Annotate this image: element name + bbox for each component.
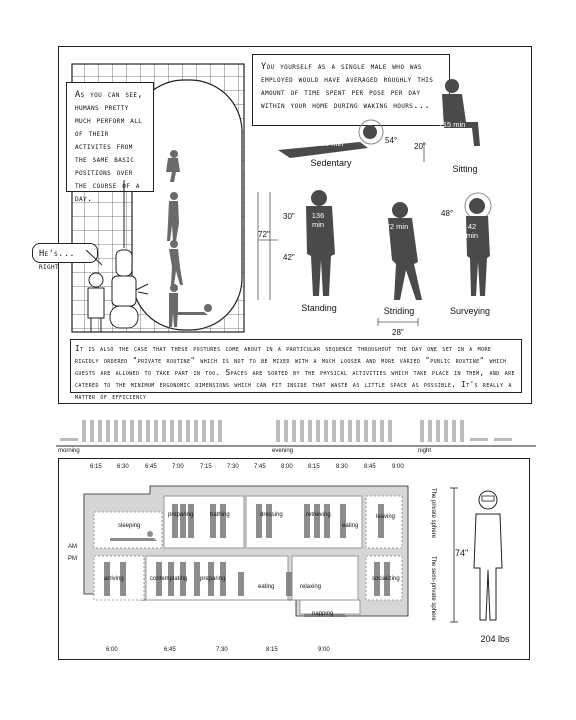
sitting-label: Sitting: [452, 164, 478, 174]
activity-preparing-pm: preparing: [200, 576, 226, 582]
pose-sequence-strip: [56, 408, 536, 448]
sedentary-angle: 54°: [385, 136, 398, 145]
speech-bubble-left: [66, 82, 154, 204]
standing-lower: 42": [283, 253, 295, 262]
surveying-angle: 48°: [441, 209, 454, 218]
surveying-figure: [465, 193, 491, 296]
activity-bathing: bathing: [210, 512, 230, 518]
striding-minutes: 72 min: [385, 222, 409, 231]
sitting-minutes: 215 min: [438, 120, 466, 129]
pose-figures: [250, 70, 520, 330]
am-label: AM: [68, 544, 77, 550]
caption-box: [70, 339, 522, 401]
time-top: 6:30: [117, 464, 129, 470]
person-height: 74": [455, 548, 469, 558]
sedentary-minutes: 208 min: [316, 139, 344, 148]
activity-socializing: socializing: [372, 576, 400, 582]
speech-bubble-top-text: You yourself as a single male who was employed would have averaged roughly this amount of time spent per pose per day within your home during waking hours...: [261, 62, 434, 111]
surveying-minutes: 42 min: [465, 222, 479, 240]
time-top: 8:45: [364, 464, 376, 470]
time-top: 8:30: [336, 464, 348, 470]
time-bottom: 6:45: [164, 647, 176, 653]
activity-leaving: leaving: [376, 514, 396, 520]
surveying-label: Surveying: [449, 306, 491, 316]
activity-arriving: arriving: [104, 576, 124, 582]
striding-width: 28": [392, 328, 404, 337]
time-bottom: 6:00: [106, 647, 118, 653]
time-bottom: 8:15: [266, 647, 278, 653]
activity-eating-pm: eating: [258, 584, 275, 590]
strip-label-morning: morning: [58, 448, 80, 454]
speech-bubble-reply-text: He's... right: [39, 249, 75, 272]
sitting-figure: [442, 79, 480, 146]
time-top: 7:00: [172, 464, 184, 470]
activity-dressing: dressing: [260, 512, 283, 518]
time-top: 7:30: [227, 464, 239, 470]
caption-text: It is also the case that these postures come about in a particular sequence throughout the day one set in a more rigidly ordered "private routine" which is not to be mixed with a much looser and more varied "public routine" which guests are allowed to take part in too. Spaces are sorted by the physical activities which take place in them, and are catered to the minimum ergonomic dimensions which can fit inside that waste as little space as possible. It's really a matter of efficiency: [75, 344, 515, 401]
time-bottom: 7:30: [216, 647, 228, 653]
striding-label: Striding: [383, 306, 415, 316]
side-label-public: The semi-private sphere: [430, 556, 436, 621]
strip-label-night: night: [418, 448, 432, 454]
standing-figure: [306, 190, 335, 296]
striding-figure: [388, 202, 422, 300]
activity-relaxing: relaxing: [300, 584, 322, 590]
time-top: 8:15: [308, 464, 320, 470]
time-bottom: 9:00: [318, 647, 330, 653]
time-top: 6:45: [145, 464, 157, 470]
activity-contemplating: contemplating: [150, 576, 188, 582]
activity-preparing-am: preparing: [168, 512, 194, 518]
activity-sleeping: sleeping: [118, 523, 141, 529]
sedentary-label: Sedentary: [310, 158, 352, 168]
strip-label-evening: evening: [272, 448, 294, 454]
time-top: 7:45: [254, 464, 266, 470]
activity-napping: napping: [312, 611, 334, 617]
standing-label: Standing: [301, 303, 337, 313]
time-top: 9:00: [392, 464, 404, 470]
top-time-row: [90, 464, 430, 476]
standing-total: 72": [258, 230, 270, 239]
time-top: 6:15: [90, 464, 102, 470]
time-top: 8:00: [281, 464, 293, 470]
activity-eating-am: eating: [342, 523, 359, 529]
sitting-height: 20": [414, 142, 426, 151]
pm-label: PM: [68, 556, 77, 562]
floor-plan: [60, 476, 430, 636]
activity-retrieving: retrieving: [306, 512, 331, 518]
speech-bubble-left-text: As you can see, humans pretty much perform all of their activites from the same basic positions over the course of a day.: [75, 90, 143, 204]
standing-minutes: 136 min: [311, 211, 325, 229]
cartoon-characters: [82, 180, 162, 340]
time-top: 7:15: [200, 464, 212, 470]
side-label-private: The private sphere: [430, 488, 436, 539]
standing-upper: 30": [283, 212, 295, 221]
person-weight: 204 lbs: [480, 634, 510, 644]
